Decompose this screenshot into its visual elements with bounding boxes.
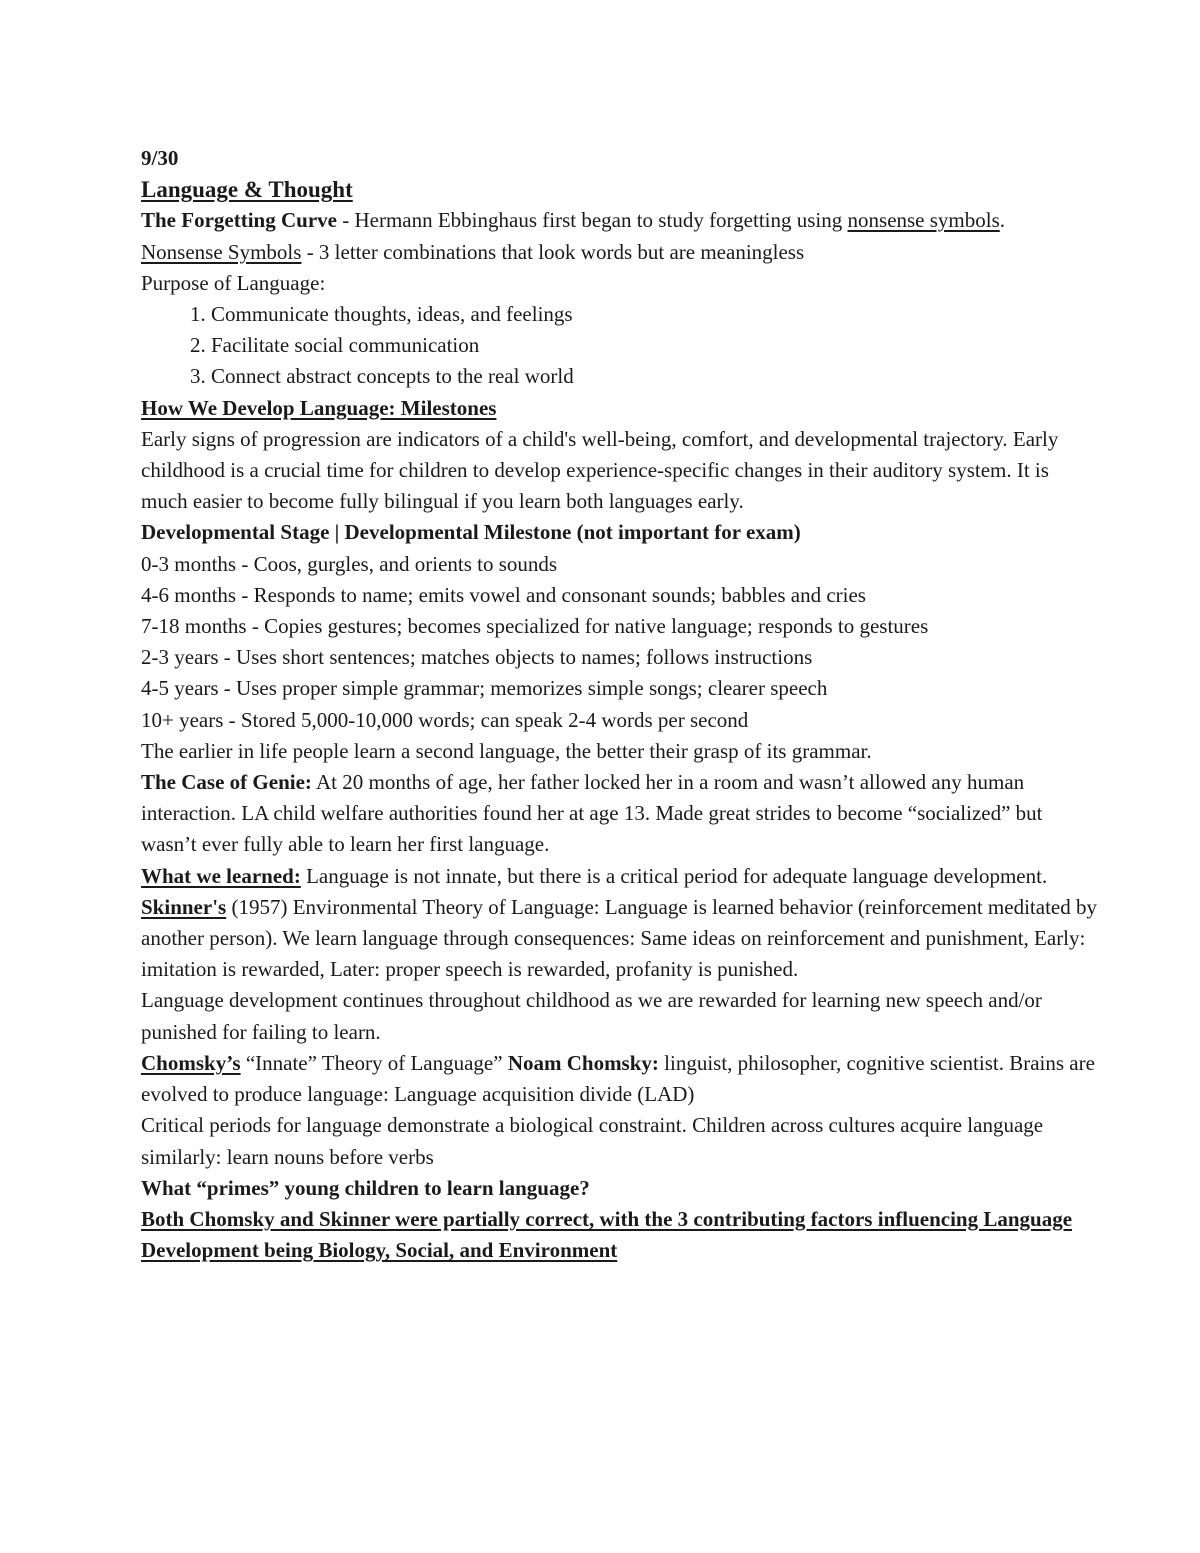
learned-paragraph [141, 861, 1100, 892]
skinner-followup: Language development continues throughout childhood as we are rewarded for learning new speech and/or punished for failing to learn. [141, 988, 1042, 1044]
forgetting-curve-paragraph [141, 205, 1100, 236]
second-language-note: The earlier in life people learn a second language, the better their grasp of its grammar. [141, 738, 872, 763]
page-title: Language & Thought [141, 177, 353, 203]
purpose-heading: Purpose of Language: [141, 270, 326, 295]
learned-text: Language is not innate, but there is a critical period for adequate language development. [300, 863, 1048, 888]
stage-row: 0-3 months - Coos, gurgles, and orients to sounds [141, 551, 558, 576]
chomsky-term: Chomsky’s [141, 1050, 241, 1075]
date-heading: 9/30 [141, 146, 179, 170]
milestones-heading: How We Develop Language: Milestones [141, 395, 497, 420]
nonsense-symbols-text: - 3 letter combinations that look words but are meaningless [301, 239, 805, 264]
stage-row: 4-6 months - Responds to name; emits vowel and consonant sounds; babbles and cries [141, 582, 866, 607]
nonsense-symbols-link: nonsense symbols [847, 208, 1000, 233]
learned-term: What we learned: [141, 863, 301, 888]
skinner-text: (1957) Environmental Theory of Language: Language is learned behavior (reinforcement meditated by another person). We learn language through consequences: Same ideas on reinforcement and punishment, Early: imitation is rewarded, Later: proper speech is rewarded, profanity is punished. [141, 894, 1097, 982]
nonsense-symbols-paragraph [141, 237, 1100, 268]
chomsky-text-1: “Innate” Theory of Language” [240, 1050, 508, 1075]
genie-term: The Case of Genie: [141, 770, 312, 795]
chomsky-name: Noam Chomsky: [507, 1050, 659, 1075]
forgetting-curve-term: The Forgetting Curve [141, 208, 337, 233]
skinner-term: Skinner's [141, 894, 227, 919]
list-item: 3. Connect abstract concepts to the real world [211, 361, 1100, 392]
genie-paragraph [141, 767, 1100, 861]
stage-row: 4-5 years - Uses proper simple grammar; memorizes simple songs; clearer speech [141, 676, 828, 701]
genie-text: At 20 months of age, her father locked her in a room and wasn’t allowed any human interaction. LA child welfare authorities found her at age 13. Made great strides to become “socialized” but wasn’t ever fully able to learn her first language. [141, 770, 1043, 857]
primes-answer: Both Chomsky and Skinner were partially correct, with the 3 contributing factors influencing Language Development being Biology, Social, and Environment [141, 1206, 1073, 1263]
skinner-paragraph [141, 892, 1100, 986]
stage-row: 10+ years - Stored 5,000-10,000 words; can speak 2-4 words per second [141, 707, 749, 732]
stage-row: 7-18 months - Copies gestures; becomes specialized for native language; responds to gestures [141, 614, 929, 639]
primes-question: What “primes” young children to learn language? [141, 1175, 590, 1200]
nonsense-symbols-term: Nonsense Symbols [141, 239, 302, 264]
list-item: 2. Facilitate social communication [211, 330, 1100, 361]
stage-row: 2-3 years - Uses short sentences; matches objects to names; follows instructions [141, 645, 813, 670]
stages-heading: Developmental Stage | Developmental Milestone (not important for exam) [141, 520, 801, 545]
chomsky-paragraph [141, 1048, 1100, 1110]
chomsky-text-2: linguist, philosopher, cognitive scientist. Brains are evolved to produce language: Language acquisition divide (LAD) [141, 1050, 1095, 1107]
purpose-list [141, 299, 1100, 393]
forgetting-curve-text: - Hermann Ebbinghaus first began to study forgetting using [336, 208, 848, 233]
milestones-paragraph: Early signs of progression are indicators of a child's well-being, comfort, and developmental trajectory. Early childhood is a crucial time for children to develop experience-specific changes in their auditory system. It is much easier to become fully bilingual if you learn both languages early. [141, 426, 1059, 514]
chomsky-followup: Critical periods for language demonstrate a biological constraint. Children across cultures acquire language similarly: learn nouns before verbs [141, 1113, 1044, 1169]
list-item: 1. Communicate thoughts, ideas, and feelings [211, 299, 1100, 330]
forgetting-curve-end: . [999, 208, 1006, 233]
